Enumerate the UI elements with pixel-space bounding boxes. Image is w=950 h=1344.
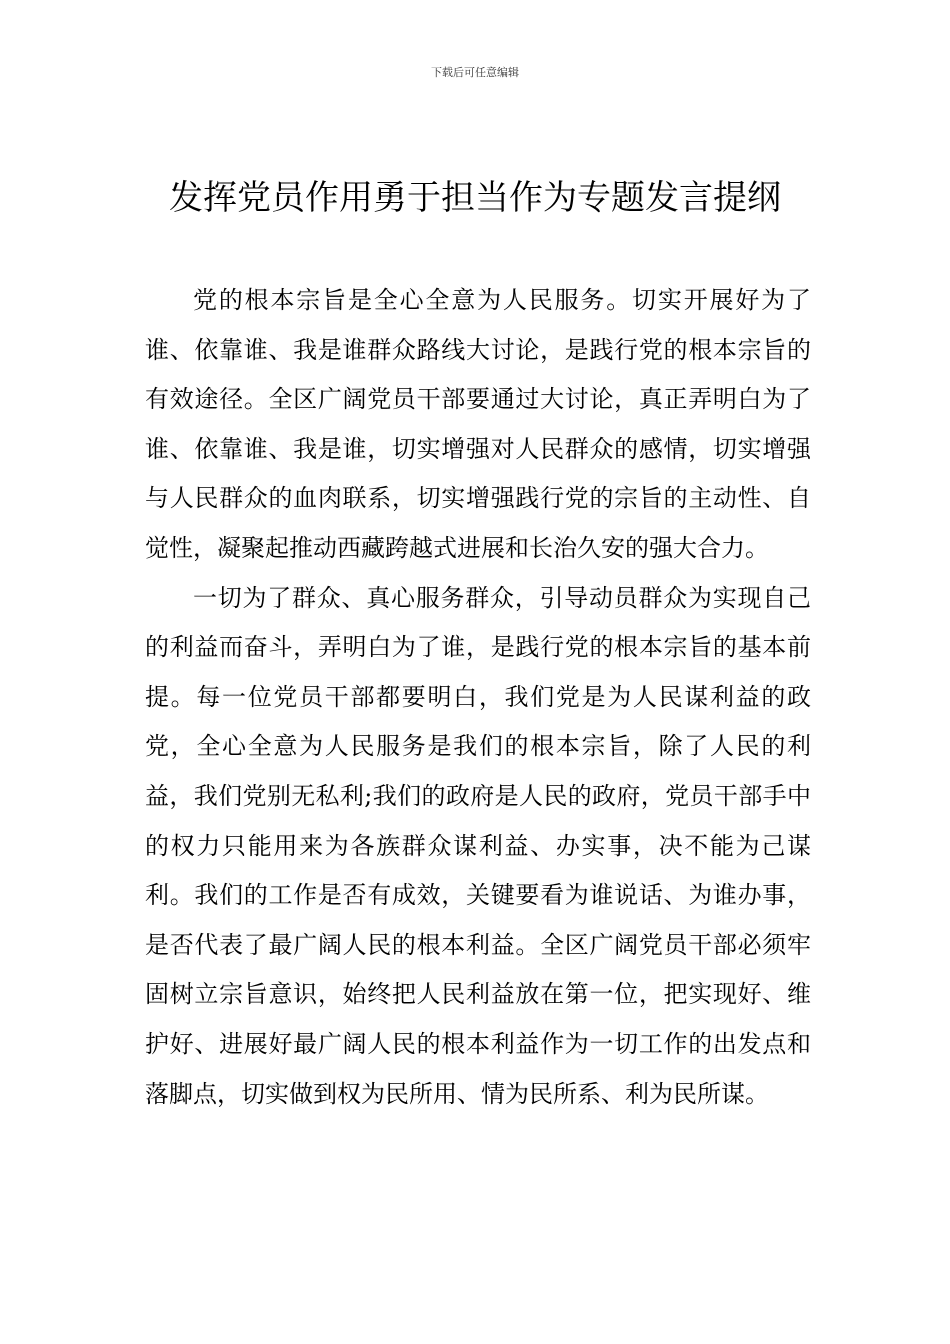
paragraph-1: 党的根本宗旨是全心全意为人民服务。切实开展好为了谁、依靠谁、我是谁群众路线大讨论，是践行党的根本宗旨的有效途径。全区广阔党员干部要通过大讨论，真正弄明白为了谁、依靠谁、我是谁，切实增强对人民群众的感情，切实增强与人民群众的血肉联系，切实增强践行党的宗旨的主动性、自觉性，凝聚起推动西藏跨越式进展和长治久安的强大合力。: [145, 286, 811, 562]
document-body: [145, 276, 811, 1119]
document-title: 发挥党员作用勇于担当作为专题发言提纲: [169, 178, 781, 218]
paragraph-2: 一切为了群众、真心服务群众，引导动员群众为实现自己的利益而奋斗，弄明白为了谁，是践行党的根本宗旨的基本前提。每一位党员干部都要明白，我们党是为人民谋利益的政党，全心全意为人民服务是我们的根本宗旨，除了人民的利益，我们党别无私利;我们的政府是人民的政府，党员干部手中的权力只能用来为各族群众谋利益、办实事，决不能为己谋利。我们的工作是否有成效，关键要看为谁说话、为谁办事，是否代表了最广阔人民的根本利益。全区广阔党员干部必须牢固树立宗旨意识，始终把人民利益放在第一位，把实现好、维护好、进展好最广阔人民的根本利益作为一切工作的出发点和落脚点，切实做到权为民所用、情为民所系、利为民所谋。: [145, 583, 811, 1108]
header-note: 下载后可任意编辑: [431, 66, 519, 79]
